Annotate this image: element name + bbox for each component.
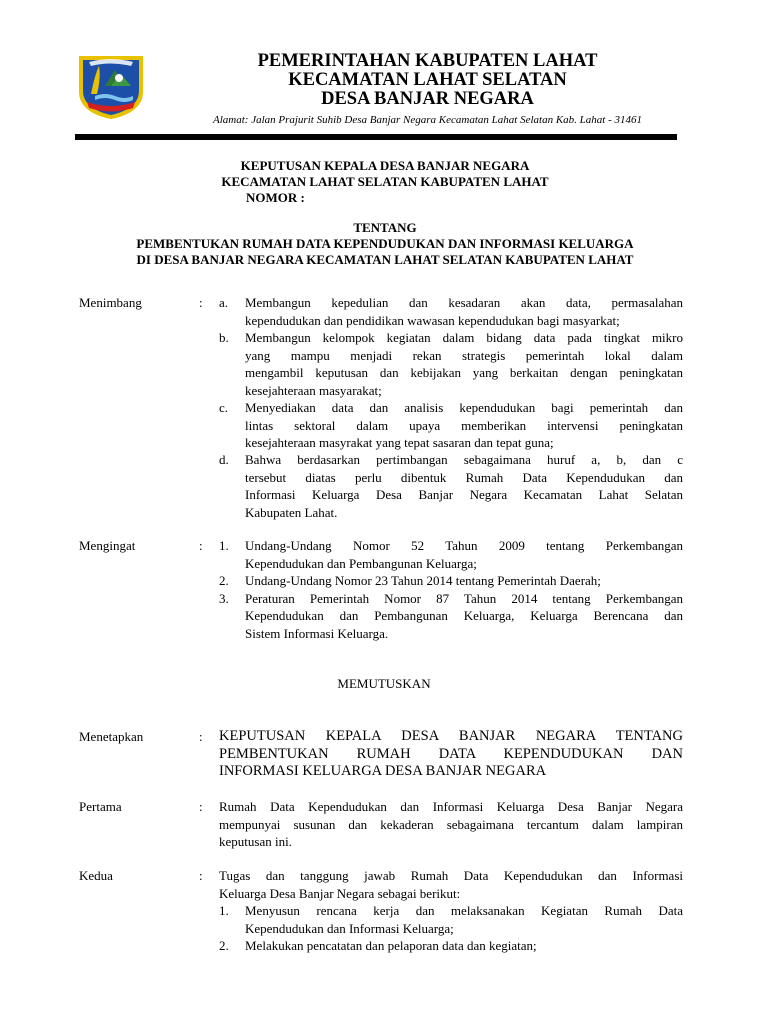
list-marker: b.: [219, 330, 229, 345]
list-marker: 1.: [219, 538, 229, 553]
list-line: Kabupaten Lahat.: [245, 504, 338, 520]
list-marker: a.: [219, 295, 229, 310]
list-line: yang mampu menjadi rekan strategis pemerintah lokal dalam: [245, 347, 683, 363]
list-line: Peraturan Pemerintah Nomor 87 Tahun 2014 tentang Perkembangan: [245, 590, 683, 606]
subject-line-1: PEMBENTUKAN RUMAH DATA KEPENDUDUKAN DAN INFORMASI KELUARGA: [136, 236, 634, 251]
section-colon: :: [199, 868, 203, 883]
list-marker: d.: [219, 452, 229, 467]
list-marker: 1.: [219, 903, 229, 918]
list-line: kesejahteraan masyarakat;: [245, 382, 382, 398]
list-line: Kependudukan dan Informasi Keluarga;: [245, 920, 454, 936]
paragraph-line: PEMBENTUKAN RUMAH DATA KEPENDUDUKAN DAN: [219, 745, 683, 762]
kabupaten-lahat-crest-icon: [75, 52, 147, 120]
list-line: Undang-Undang Nomor 23 Tahun 2014 tentang Pemerintah Daerah;: [245, 573, 601, 588]
letterhead-address: Alamat: Jalan Prajurit Suhib Desa Banjar Negara Kecamatan Lahat Selatan Kab. Lahat - 31461: [213, 114, 642, 126]
section-label: Menetapkan: [79, 729, 144, 744]
list-line: Menyusun rencana kerja dan melaksanakan Kegiatan Rumah Data: [245, 903, 683, 918]
list-line: kependudukan dan pendidikan wawasan kependudukan bagi masyarkat;: [245, 312, 620, 328]
paragraph-line: KEPUTUSAN KEPALA DESA BANJAR NEGARA TENTANG: [219, 728, 683, 744]
list-line: Informasi Keluarga Desa Banjar Negara Kecamatan Lahat Selatan: [245, 487, 683, 502]
tentang-label: TENTANG: [353, 220, 417, 235]
decree-number: NOMOR :: [246, 190, 305, 205]
section-colon: :: [199, 295, 203, 310]
decree-subject: [80, 220, 690, 268]
letterhead-line-2: KECAMATAN LAHAT SELATAN: [288, 70, 567, 90]
list-line: Membangun kepedulian dan kesadaran akan data, permasalahan: [245, 295, 683, 310]
list-line: kesejahteraan masyrakat yang tepat sasaran dan tepat guna;: [245, 435, 554, 450]
letterhead-divider: [75, 134, 677, 140]
letterhead-line-3: DESA BANJAR NEGARA: [321, 89, 534, 109]
section-colon: :: [199, 799, 203, 814]
paragraph-line: Tugas dan tanggung jawab Rumah Data Kependudukan dan Informasi: [219, 868, 683, 883]
list-marker: 3.: [219, 590, 229, 606]
list-line: tersebut diatas perlu dibentuk Rumah Data Kependudukan dan: [245, 469, 683, 485]
list-line: Sistem Informasi Keluarga.: [245, 625, 389, 641]
list-line: Kependudukan dan Pembangunan Keluarga, Keluarga Berencana dan: [245, 608, 683, 623]
section-colon: :: [199, 729, 203, 744]
decree-title-line-2: KECAMATAN LAHAT SELATAN KABUPATEN LAHAT: [221, 174, 549, 189]
list-line: Melakukan pencatatan dan pelaporan data dan kegiatan;: [245, 938, 537, 953]
paragraph-line: mempunyai susunan dan kekaderan sebagaimana tercantum dalam lampiran: [219, 816, 683, 832]
section-label: Menimbang: [79, 295, 142, 310]
paragraph-line: keputusan ini.: [219, 834, 292, 849]
list-marker: 2.: [219, 573, 229, 588]
decree-title: [90, 158, 680, 206]
list-line: Menyediakan data dan analisis kependudukan bagi pemerintah dan: [245, 400, 683, 415]
paragraph-line: Rumah Data Kependudukan dan Informasi Keluarga Desa Banjar Negara: [219, 799, 683, 814]
section-label: Kedua: [79, 868, 113, 883]
list-marker: c.: [219, 400, 229, 415]
subject-line-2: DI DESA BANJAR NEGARA KECAMATAN LAHAT SELATAN KABUPATEN LAHAT: [136, 252, 634, 267]
section-label: Mengingat: [79, 538, 136, 553]
letterhead-line-1: PEMERINTAHAN KABUPATEN LAHAT: [257, 51, 598, 71]
list-line: Membangun kelompok kegiatan dalam bidang data pada tingkat mikro: [245, 330, 683, 345]
paragraph-line: INFORMASI KELUARGA DESA BANJAR NEGARA: [219, 763, 547, 779]
list-line: mengambil keputusan dan kebijakan yang berkaitan dengan peningkatan: [245, 365, 683, 380]
section-label: Pertama: [79, 799, 122, 814]
section-colon: :: [199, 538, 203, 553]
list-line: Bahwa berdasarkan pertimbangan sebagaimana huruf a, b, dan c: [245, 452, 683, 467]
decree-title-line-1: KEPUTUSAN KEPALA DESA BANJAR NEGARA: [240, 158, 530, 173]
paragraph-line: Keluarga Desa Banjar Negara sebagai berikut:: [219, 885, 461, 901]
list-marker: 2.: [219, 938, 229, 953]
memutuskan-heading: MEMUTUSKAN: [337, 676, 431, 691]
letterhead: [150, 52, 705, 109]
list-line: Undang-Undang Nomor 52 Tahun 2009 tentang Perkembangan: [245, 538, 683, 553]
list-line: Kependudukan dan Pembangunan Keluarga;: [245, 555, 477, 571]
list-line: lintas sektoral dalam upaya memberikan intervensi peningkatan: [245, 417, 683, 433]
